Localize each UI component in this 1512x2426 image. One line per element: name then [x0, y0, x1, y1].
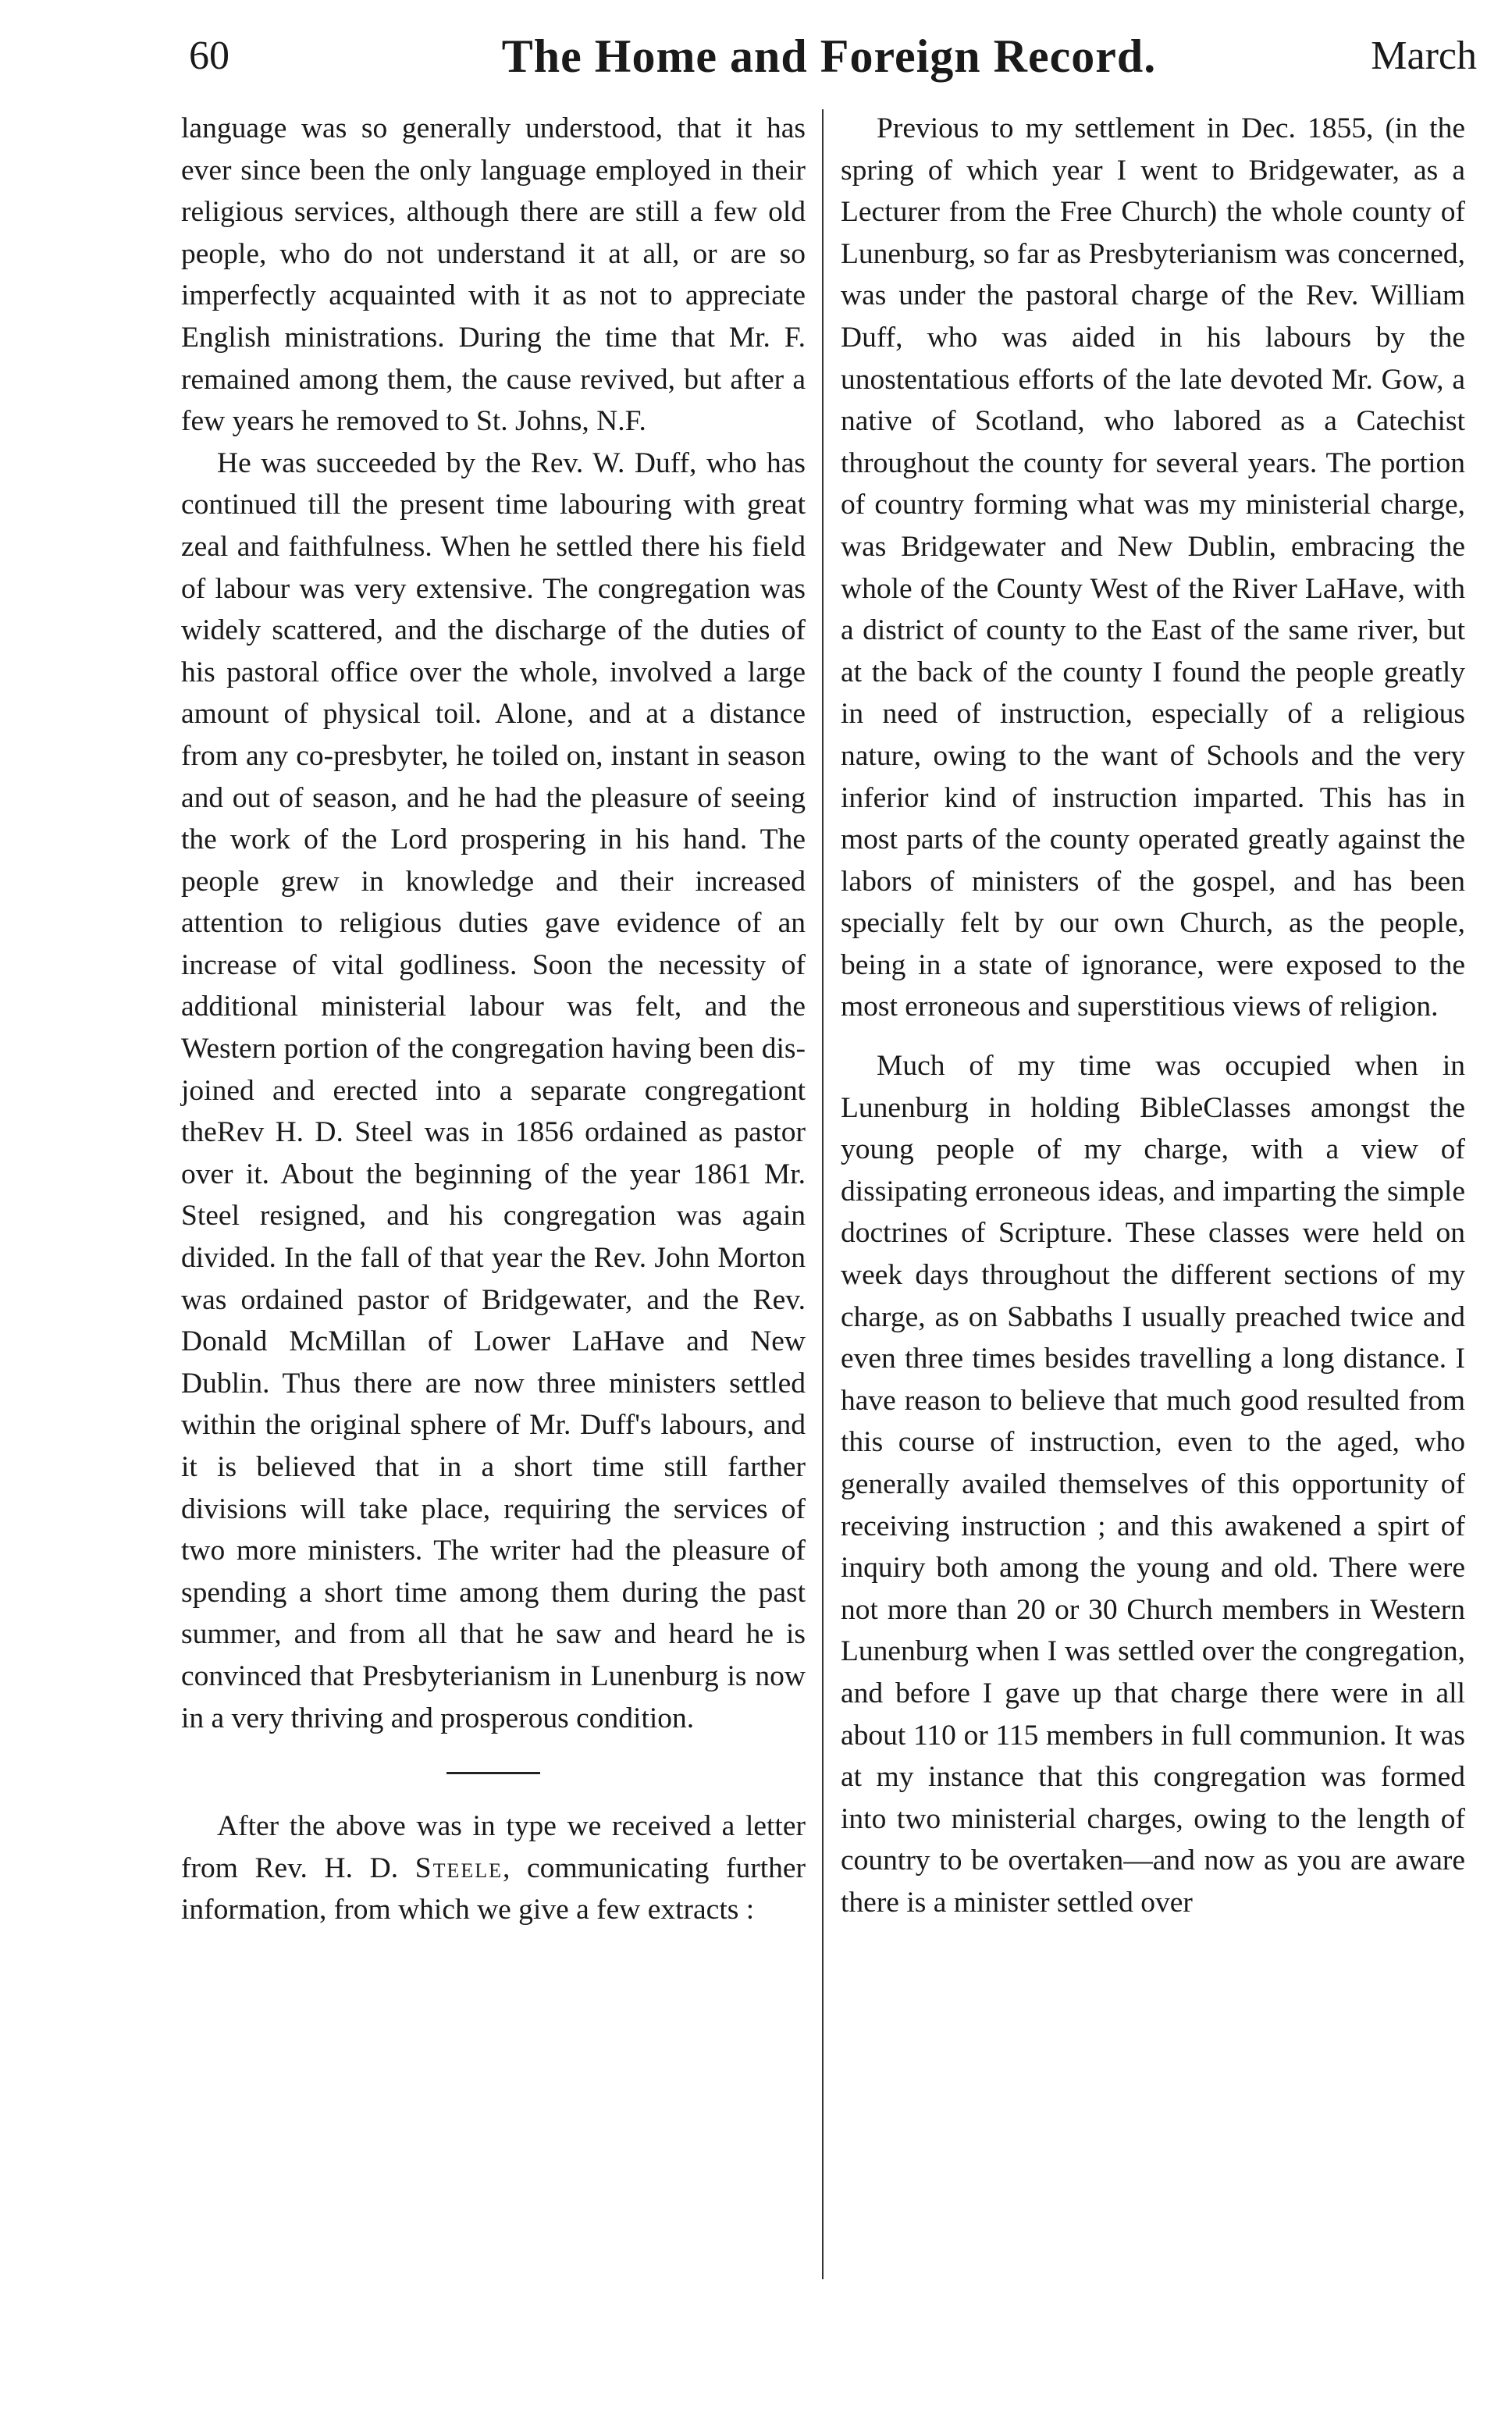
page-number: 60 — [189, 34, 229, 78]
paragraph: language was so generally understood, that it has ever since been the only language employed in their religious services, although there are still a few old people, who do not understand it at all, or are so imperfectly acquainted with it as not to appreciate English ministrations. During the time that Mr. F. remained among them, the cause revived, but after a few years he removed to St. Johns, N.F. — [181, 112, 806, 438]
running-header — [181, 17, 1477, 87]
column-divider — [822, 109, 824, 2279]
right-column — [841, 108, 1465, 1924]
paragraph: Much of my time was occupied when in Lunenburg in holding BibleClasses amongst the young people of my charge, with a view of dissipating erroneous ideas, and imparting the simple doctrines of Scripture. These classes were held on week days throughout the different sections of my charge, as on Sabbaths I usually preached twice and even three times besides travelling a long distance. I have reason to believe that much good resulted from this course of instruction, even to the aged, who generally availed themselves of this opportunity of receiving instruction ; and this awakened a spirt of inquiry both among the young and old. There were not more than 20 or 30 Church members in Western Lunenburg when I was settled over the congregation, and before I gave up that charge there were in all about 110 or 115 members in full communion. It was at my instance that this congregation was formed into two ministerial charges, owing to the length of country to be overtaken—and now as you are aware there is a minister settled over — [841, 1050, 1465, 1919]
paragraph-text: After the above was in type we received a letter from Rev. H. D. — [181, 1810, 806, 1884]
author-name: Steele — [414, 1852, 503, 1884]
journal-title: The Home and Foreign Record. — [501, 30, 1157, 82]
issue-month: March — [1371, 34, 1477, 78]
paragraph — [181, 1805, 806, 1931]
section-divider — [446, 1772, 540, 1774]
left-column — [181, 108, 806, 1931]
paragraph: Previous to my settlement in Dec. 1855, (in the spring of which year I went to Bridgewater, as a Lecturer from the Free Church) the whole county of Lunenburg, so far as Presbyterianism was concerned, was under the pastoral charge of the Rev. William Duff, who was aided in his labours by the unostentatious efforts of the late devoted Mr. Gow, a native of Scotland, who labored as a Catechist throughout the county for several years. The portion of country forming what was my ministerial charge, was Bridgewater and New Dublin, embracing the whole of the County West of the River LaHave, with a district of county to the East of the same river, but at the back of the county I found the people greatly in need of instruction, especially of a religious nature, owing to the want of Schools and the very inferior kind of instruction imparted. This has in most parts of the county operated greatly against the labors of ministers of the gospel, and has been specially felt by our own Church, as the people, being in a state of ignorance, were exposed to the most erroneous and superstitious views of religion. — [841, 112, 1465, 1023]
paragraph-text: , communicating further information, from which we give a few extracts : — [181, 1852, 806, 1926]
paragraph: He was succeeded by the Rev. W. Duff, who has continued till the present time labouring with great zeal and faithfulness. When he settled there his field of labour was very extensive. The congregation was widely scattered, and the discharge of the duties of his pastoral office over the whole, involved a large amount of physical toil. Alone, and at a distance from any co-presbyter, he toiled on, instant in season and out of season, and he had the pleasure of seeing the work of the Lord prospering in his hand. The people grew in knowledge and their increased attention to religious duties gave evidence of an increase of vital godliness. Soon the necessity of additional ministerial labour was felt, and the Western portion of the congregation having been dis-joined and erected into a separate congregationt theRev H. D. Steel was in 1856 ordained as pastor over it. About the beginning of the year 1861 Mr. Steel resigned, and his congregation was again divided. In the fall of that year the Rev. John Morton was ordained pastor of Bridgewater, and the Rev. Donald McMillan of Lower LaHave and New Dublin. Thus there are now three ministers settled within the original sphere of Mr. Duff's labours, and it is believed that in a short time still farther divisions will take place, requiring the services of two more ministers. The writer had the pleasure of spending a short time among them during the past summer, and from all that he saw and heard he is convinced that Presbyterianism in Lunenburg is now in a very thriving and prosperous condition. — [181, 446, 806, 1734]
